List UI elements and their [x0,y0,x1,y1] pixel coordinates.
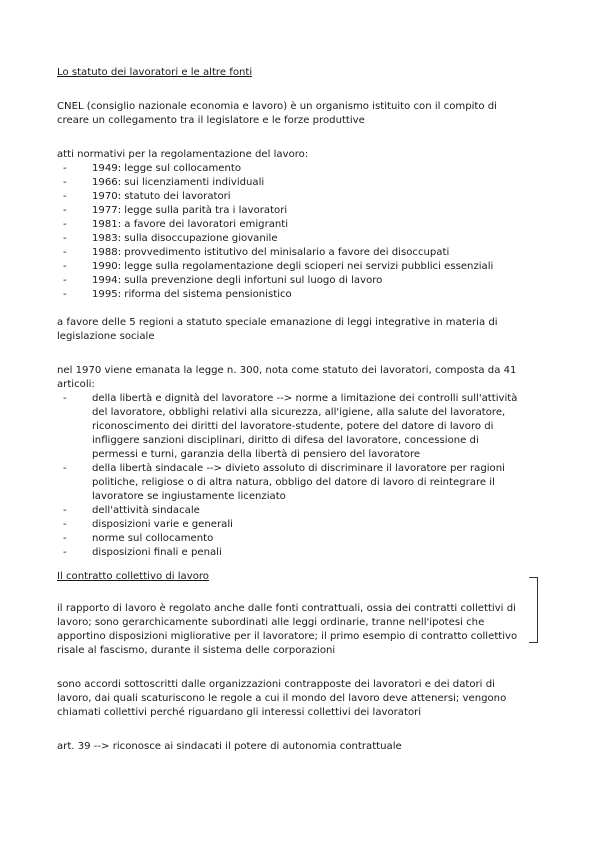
list-item: - 1949: legge sul collocamento [57,162,527,176]
list-item: - disposizioni finali e penali [57,546,527,560]
paragraph-statuto-intro: nel 1970 viene emanata la legge n. 300, nota come statuto dei lavoratori, composta da 41 articoli: [57,365,517,390]
paragraph-regioni: a favore delle 5 regioni a statuto speciale emanazione di leggi integrative in materia di legislazione sociale [57,317,498,342]
paragraph-cnel: CNEL (consiglio nazionale economia e lavoro) è un organismo istituito con il compito di creare un collegamento tra il legislatore e le forze produttive [57,101,497,126]
section-title-statuto: Lo statuto dei lavoratori e le altre fonti [57,67,253,78]
list-item: - 1983: sulla disoccupazione giovanile [57,232,527,246]
list-item: - 1995: riforma del sistema pensionistico [57,288,527,302]
list-item: - norme sul collocamento [57,532,527,546]
list-item: - 1990: legge sulla regolamentazione degli scioperi nei servizi pubblici essenziali [57,260,527,274]
paragraph-fonti-contrattuali: il rapporto di lavoro è regolato anche dalle fonti contrattuali, ossia dei contratti collettivi di lavoro; sono gerarchicamente subordinati alle leggi ordinarie, tranne nell'ipotesi che apportino disposizioni migliorative per il lavoratore; il primo esempio di contratto collettivo risale al fascismo, durante il sistema delle corporazioni [57,603,518,656]
list-item: - 1970: statuto dei lavoratori [57,190,527,204]
atti-list [57,162,527,302]
margin-bracket [529,577,538,643]
list-item: - 1994: sulla prevenzione degli infortuni sul luogo di lavoro [57,274,527,288]
paragraph-art-39: art. 39 --> riconosce ai sindacati il potere di autonomia contrattuale [57,741,402,752]
document-page [57,66,527,754]
list-item: - 1988: provvedimento istitutivo del minisalario a favore dei disoccupati [57,246,527,260]
section-title-contratto: Il contratto collettivo di lavoro [57,571,209,582]
list-item: - 1977: legge sulla parità tra i lavoratori [57,204,527,218]
list-item: - della libertà sindacale --> divieto assoluto di discriminare il lavoratore per ragioni politiche, religiose o di altra natura, obbligo del datore di lavoro di reintegrare il lavoratore se ingiustamente licenziato [57,462,527,504]
list-item: - disposizioni varie e generali [57,518,527,532]
paragraph-atti-intro: atti normativi per la regolamentazione del lavoro: [57,149,309,160]
paragraph-accordi: sono accordi sottoscritti dalle organizzazioni contrapposte dei lavoratori e dei datori di lavoro, dai quali scaturiscono le regole a cui il mondo del lavoro deve attenersi; vengono chiamati collettivi perché riguardano gli interessi collettivi dei lavoratori [57,679,507,718]
list-item: - dell'attività sindacale [57,504,527,518]
list-item: - 1966: sui licenziamenti individuali [57,176,527,190]
list-item: - 1981: a favore dei lavoratori emigranti [57,218,527,232]
list-item: - della libertà e dignità del lavoratore --> norme a limitazione dei controlli sull'attività del lavoratore, obblighi relativi alla sicurezza, all'igiene, alla salute del lavoratore, riconoscimento dei diritti del lavoratore-studente, potere del datore di lavoro di infliggere sanzioni disciplinari, diritto di difesa del lavoratore, concessione di permessi e turni, garanzia della libertà di pensiero del lavoratore [57,392,527,462]
statuto-list [57,392,527,560]
